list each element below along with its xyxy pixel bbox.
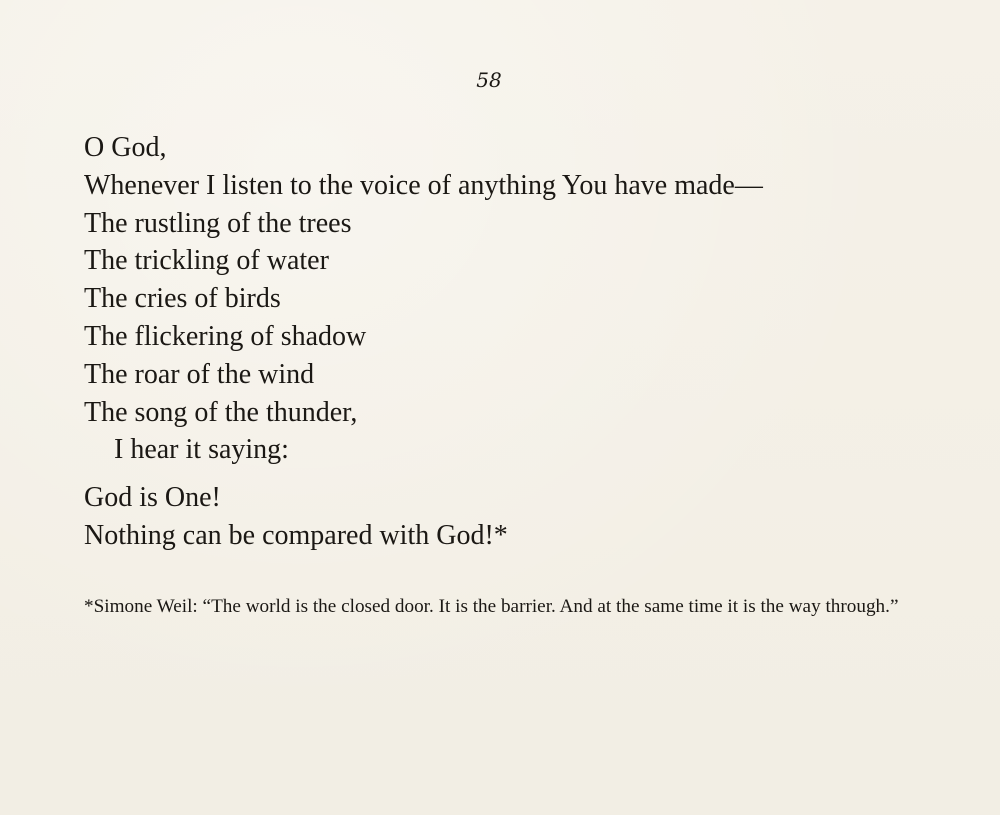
page-number: 58 (476, 68, 502, 92)
poem-line: God is One! (84, 482, 221, 514)
poem-line: The flickering of shadow (84, 320, 367, 352)
poem-line-indented: I hear it saying: (114, 434, 289, 466)
footnote: *Simone Weil: “The world is the closed door. It is the barrier. And at the same time it is the way through.” (84, 596, 899, 617)
poem-line: The rustling of the trees (84, 207, 352, 239)
poem-stanza (84, 479, 964, 555)
poem-line: The roar of the wind (84, 358, 315, 390)
poem-line: The song of the thunder, (84, 396, 358, 428)
poem-line: Nothing can be compared with God!* (84, 519, 508, 551)
poem (84, 129, 964, 555)
poem-line: The trickling of water (84, 245, 329, 277)
poem-line: O God, (84, 132, 167, 163)
poem-line: Whenever I listen to the voice of anything You have made— (84, 169, 763, 201)
poem-stanza (84, 129, 964, 469)
poem-line: The cries of birds (84, 283, 281, 315)
